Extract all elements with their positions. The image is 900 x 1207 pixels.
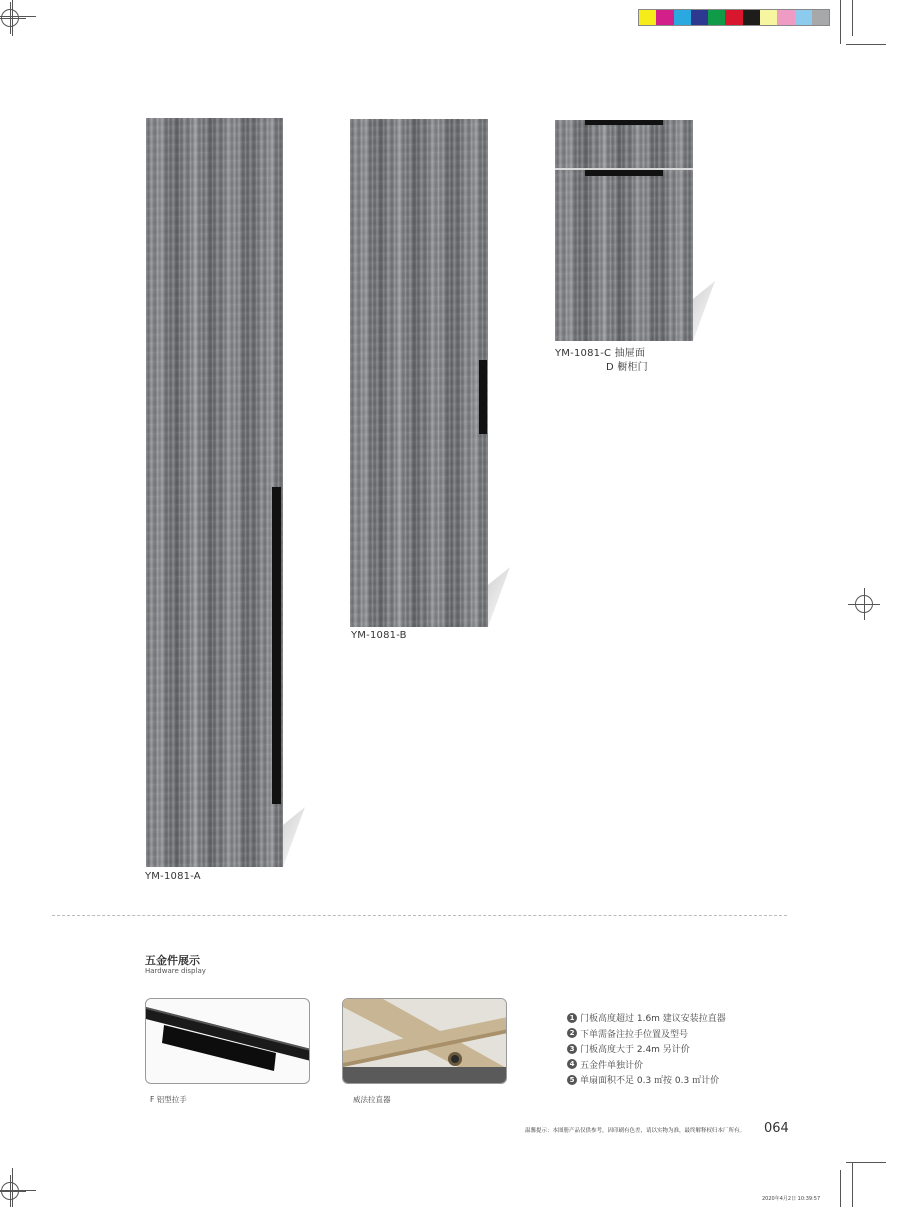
straightener-image <box>342 998 507 1084</box>
panel-d-label: D 橱柜门 <box>606 362 648 373</box>
aluminum-handle-illustration <box>146 999 310 1084</box>
registration-target-right-mid <box>848 588 880 620</box>
registration-target-left-bottom <box>0 1175 26 1207</box>
crop-mark-tr-h <box>846 44 886 45</box>
page-number: 064 <box>764 1121 789 1136</box>
crop-mark-tr-v2 <box>852 0 853 36</box>
note-text-3: 门板高度大于 2.4m 另计价 <box>580 1045 690 1056</box>
color-swatch-4 <box>691 10 708 25</box>
vertical-handle-b <box>479 360 487 434</box>
aluminum-handle-caption: F 铝型拉手 <box>150 1095 187 1104</box>
aluminum-handle-image <box>145 998 310 1084</box>
drawer-handle-top <box>585 120 663 125</box>
registration-target-left-top <box>0 2 26 34</box>
color-swatch-10 <box>795 10 812 25</box>
crop-mark-br-v2 <box>852 1162 853 1207</box>
color-swatch-8 <box>760 10 777 25</box>
vertical-handle-a <box>272 487 281 804</box>
drawer-handle-middle <box>585 170 663 176</box>
note-text-2: 下单需备注拉手位置及型号 <box>580 1029 689 1040</box>
hardware-title: 五金件展示 <box>145 954 200 967</box>
note-item <box>567 1057 726 1073</box>
color-swatch-7 <box>743 10 760 25</box>
note-item <box>567 1026 726 1042</box>
note-number-3: 3 <box>567 1044 577 1054</box>
panel-c-label: YM-1081-C 抽屉面 <box>555 348 646 359</box>
note-number-2: 2 <box>567 1028 577 1038</box>
panel-b-label: YM-1081-B <box>351 630 407 641</box>
straightener-caption: 威法拉直器 <box>353 1095 391 1104</box>
color-swatch-3 <box>674 10 691 25</box>
door-panel-b <box>350 119 488 627</box>
door-panel-a <box>146 118 283 867</box>
crop-mark-br-v1 <box>840 1170 841 1207</box>
color-swatch-11 <box>812 10 829 25</box>
print-color-bar <box>638 9 830 26</box>
color-swatch-9 <box>777 10 794 25</box>
color-swatch-2 <box>656 10 673 25</box>
note-number-1: 1 <box>567 1013 577 1023</box>
straightener-illustration <box>343 999 507 1084</box>
note-text-4: 五金件单独计价 <box>580 1060 644 1071</box>
panel-a-label: YM-1081-A <box>145 871 201 882</box>
ordering-notes <box>567 1010 726 1088</box>
note-item <box>567 1041 726 1057</box>
hardware-subtitle: Hardware display <box>145 967 206 975</box>
section-divider <box>52 915 787 916</box>
disclaimer-text: 温馨提示：本图册产品仅供参考，因印刷有色差，请以实物为准，最终解释权归本厂所有。 <box>525 1128 746 1134</box>
color-swatch-1 <box>639 10 656 25</box>
print-timestamp: 2020年4月2日 10:39:57 <box>762 1196 821 1202</box>
color-swatch-5 <box>708 10 725 25</box>
note-item <box>567 1072 726 1088</box>
color-swatch-6 <box>725 10 742 25</box>
note-text-5: 单扇面积不足 0.3 ㎡按 0.3 ㎡计价 <box>580 1076 720 1087</box>
drawer-and-cabinet-panel <box>555 120 693 341</box>
note-number-5: 5 <box>567 1075 577 1085</box>
note-item <box>567 1010 726 1026</box>
crop-mark-tr-v1 <box>840 0 841 44</box>
note-number-4: 4 <box>567 1059 577 1069</box>
note-text-1: 门板高度超过 1.6m 建议安装拉直器 <box>580 1014 726 1025</box>
